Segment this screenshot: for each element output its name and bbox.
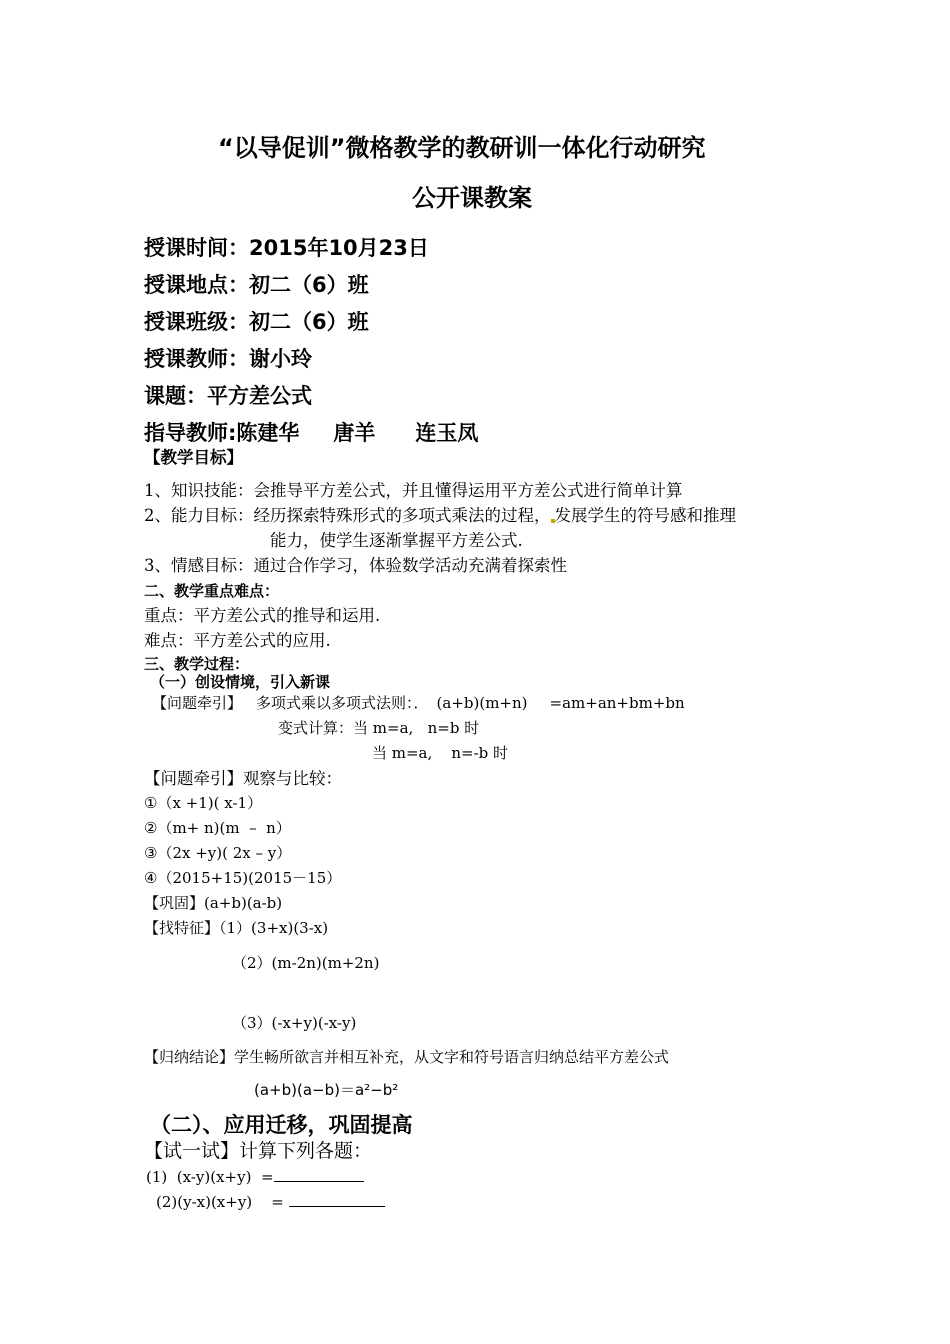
guide-name: 陈建华 bbox=[236, 421, 300, 445]
variant-label: 变式计算： bbox=[278, 719, 354, 737]
exercise-1-text: (1) (x-y)(x+y) = bbox=[146, 1168, 274, 1186]
part-2-heading: （二）、应用迁移，巩固提高 bbox=[150, 1113, 413, 1137]
question-lead-2: 【问题牵引】观察与比较： bbox=[144, 769, 342, 788]
info-place bbox=[144, 273, 369, 297]
feature-1: （1）(3+x)(3-x) bbox=[219, 919, 329, 937]
time-label: 授课时间： bbox=[144, 236, 249, 260]
feature-line-1 bbox=[144, 920, 328, 937]
answer-blank[interactable] bbox=[274, 1167, 364, 1182]
key-point: 重点：平方差公式的推导和运用. bbox=[144, 606, 381, 625]
question-result: =am+an+bm+bn bbox=[549, 694, 685, 712]
goal-3: 3、情感目标：通过合作学习，体验数学活动充满着探索性 bbox=[144, 556, 567, 575]
variant-line-2: 当 m=a, n=-b 时 bbox=[372, 744, 509, 762]
answer-blank[interactable] bbox=[289, 1192, 385, 1207]
try-heading: 【试一试】计算下列各题： bbox=[144, 1140, 373, 1162]
teacher-value: 谢小玲 bbox=[249, 347, 312, 371]
exercise-1 bbox=[146, 1167, 364, 1186]
question-expression: (a+b)(m+n) bbox=[436, 694, 528, 712]
conclusion-line: 【归纳结论】学生畅所欲言并相互补充，从文字和符号语言归纳总结平方差公式 bbox=[144, 1048, 670, 1066]
feature-2: （2）(m-2n)(m+2n) bbox=[232, 954, 380, 972]
goal-2-continued: 能力，使学生逐渐掌握平方差公式. bbox=[270, 531, 523, 550]
info-time bbox=[144, 236, 429, 260]
compare-item: ④（2015+15)(2015－15） bbox=[144, 869, 342, 887]
topic-label: 课题： bbox=[144, 384, 207, 408]
variant-1: 当 m=a, n=b 时 bbox=[353, 719, 480, 737]
teacher-label: 授课教师： bbox=[144, 347, 249, 371]
place-label: 授课地点： bbox=[144, 273, 249, 297]
keypoints-heading: 二、教学重点难点： bbox=[144, 582, 280, 600]
consolidate-line: 【巩固】(a+b)(a-b) bbox=[144, 894, 283, 912]
compare-item: ①（x +1)( x-1） bbox=[144, 794, 263, 812]
place-value: 初二（6）班 bbox=[249, 273, 369, 297]
goal-2 bbox=[144, 507, 736, 526]
exercise-2-text: (2)(y-x)(x+y) = bbox=[156, 1193, 289, 1211]
topic-value: 平方差公式 bbox=[207, 384, 312, 408]
question-text: 多项式乘以多项式法则：． bbox=[256, 694, 429, 712]
difficult-point: 难点：平方差公式的应用. bbox=[144, 631, 331, 650]
process-heading: 三、教学过程： bbox=[144, 655, 250, 673]
class-value: 初二（6）班 bbox=[249, 310, 369, 334]
guide-name: 连玉凤 bbox=[415, 421, 479, 445]
exercise-2 bbox=[156, 1192, 385, 1211]
document-subtitle: 公开课教案 bbox=[412, 184, 532, 212]
feature-label: 【找特征】 bbox=[144, 919, 220, 937]
compare-item: ③（2x +y)( 2x – y） bbox=[144, 844, 292, 862]
goal-2-part-b: 发展学生的符号感和推理 bbox=[554, 506, 736, 525]
question-label: 【问题牵引】 bbox=[152, 694, 243, 712]
class-label: 授课班级： bbox=[144, 310, 249, 334]
guide-label: 指导教师: bbox=[144, 421, 237, 445]
info-topic bbox=[144, 384, 312, 408]
question-lead-1 bbox=[152, 695, 685, 712]
info-class bbox=[144, 310, 369, 334]
time-value: 2015年10月23日 bbox=[249, 236, 429, 260]
document-title: “以导促训”微格教学的教研训一体化行动研究 bbox=[218, 134, 706, 162]
process-part-1: （一）创设情境，引入新课 bbox=[150, 673, 331, 691]
feature-3: （3）(-x+y)(-x-y) bbox=[232, 1014, 357, 1032]
guide-name: 唐羊 bbox=[333, 421, 376, 445]
compare-item: ②（m+ n)(m – n） bbox=[144, 819, 291, 837]
formula: (a+b)(a−b)＝a²−b² bbox=[254, 1081, 399, 1099]
variant-line-1 bbox=[278, 720, 479, 737]
info-guides bbox=[144, 421, 478, 445]
info-teacher bbox=[144, 347, 312, 371]
goal-1: 1、知识技能：会推导平方差公式，并且懂得运用平方差公式进行简单计算 bbox=[144, 481, 683, 500]
goals-heading: 【教学目标】 bbox=[144, 448, 243, 467]
goal-2-part-a: 2、能力目标：经历探索特殊形式的多项式乘法的过程， bbox=[144, 506, 551, 525]
